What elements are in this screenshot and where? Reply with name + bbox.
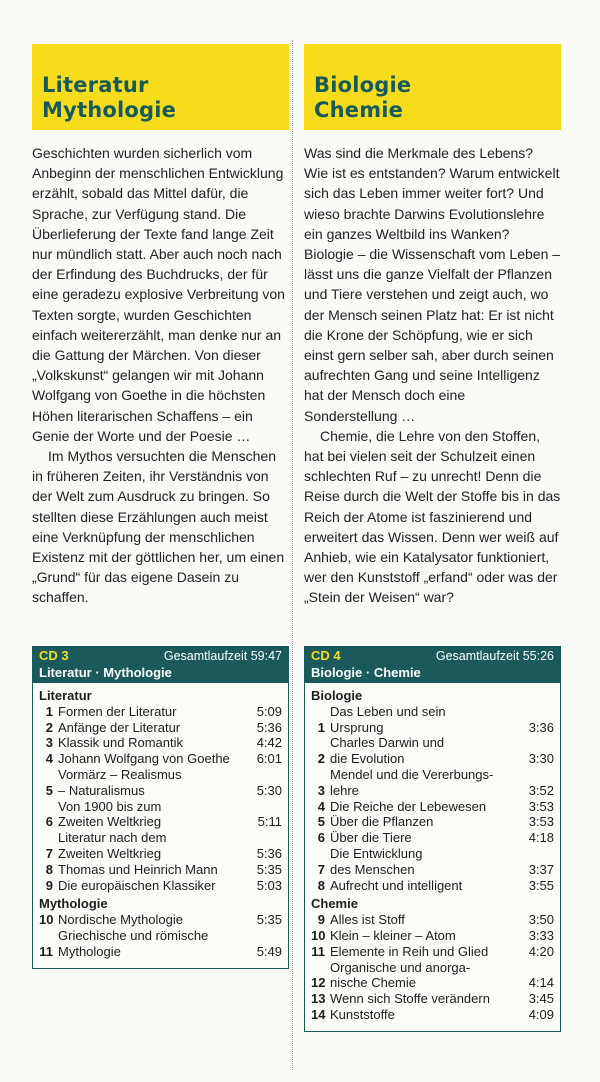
track-title <box>58 928 255 960</box>
paragraph: Geschichten wurden sicherlich vom Anbeginn der menschlichen Entwicklung erzählt, sobald das Mittel dafür, die Sprache, zur Verfügung stand. Die Überlieferung der Texte fand lange Zeit nur mündlich statt. Aber auch noch nach der Erfindung des Buchdrucks, der für eine geradezu explosive Verbreitung von Texten sorgte, wurden Geschichten einfach weitererzählt, man denke nur an die Gattung der Märchen. Von dieser „Volkskunst“ gelangen wir mit Johann Wolfgang von Goethe in die höchsten Höhen literarischen Schaffens – ein Genie der Worte und der Poesie … <box>32 145 285 444</box>
heading-line-1: Literatur <box>42 73 149 97</box>
track-title-line: Klassik und Romantik <box>58 735 183 751</box>
track-duration: 3:37 <box>528 861 554 877</box>
track-row <box>311 912 554 928</box>
track-duration: 3:53 <box>528 798 554 814</box>
track-row <box>311 928 554 944</box>
track-number: 4 <box>45 751 53 767</box>
track-duration: 5:35 <box>256 861 282 877</box>
track-number: 5 <box>45 782 53 798</box>
track-title <box>58 704 255 720</box>
column-divider <box>292 40 293 1070</box>
track-row <box>39 735 282 751</box>
track-title-line: Johann Wolfgang von Goethe <box>58 751 230 767</box>
track-row <box>311 991 554 1007</box>
section-heading: Mythologie <box>39 896 108 912</box>
track-duration: 5:11 <box>257 814 282 830</box>
track-duration: 4:18 <box>528 830 554 846</box>
track-title <box>330 1007 527 1023</box>
biologie-column <box>304 44 561 608</box>
track-title-line: Anfänge der Literatur <box>58 719 181 735</box>
track-row <box>311 830 554 846</box>
track-duration: 3:33 <box>528 927 554 943</box>
track-title-line: Alles ist Stoff <box>330 912 405 928</box>
cd4-header <box>305 647 560 683</box>
biologie-text <box>304 143 561 608</box>
track-title-line: Von 1900 bis zum <box>58 798 162 814</box>
track-duration: 6:01 <box>256 751 282 767</box>
track-row <box>311 878 554 894</box>
track-title-line: Zweiten Weltkrieg <box>58 845 162 861</box>
cd-number: CD 4 <box>311 648 341 663</box>
literatur-text <box>32 143 289 608</box>
track-number: 7 <box>45 845 53 861</box>
track-title-line: Wenn sich Stoffe verändern <box>330 991 490 1007</box>
track-row <box>311 767 554 799</box>
track-row <box>39 928 282 960</box>
track-title-line: Die Entwicklung <box>330 845 423 861</box>
paragraph: Im Mythos versuchten die Menschen in früheren Zeiten, ihr Verständnis von der Welt zum Ausdruck zu bringen. So stellten diese Erzählungen auch meist eine Verknüpfung der menschlichen Existenz mit der göttlichen her, um einen „Grund“ für das eigene Dasein zu schaffen. <box>32 448 285 606</box>
track-title-line: Charles Darwin und <box>330 735 445 751</box>
track-number: 10 <box>39 912 54 928</box>
track-title <box>330 830 527 846</box>
track-number: 9 <box>317 912 325 928</box>
track-duration: 4:20 <box>528 943 554 959</box>
track-title-line: Thomas und Heinrich Mann <box>58 861 218 877</box>
paragraph: Was sind die Merkmale des Lebens? Wie ist es entstanden? Warum entwickelt sich das Leben immer weiter fort? Und wieso brachte Darwins Evolutionslehre ein ganzes Weltbild ins Wanken? Biologie – die Wissenschaft vom Leben – lässt uns die ganze Vielfalt der Pflanzen und Tiere verstehen und zeigt auch, wo der Mensch seinen Platz hat: Er ist nicht die Krone der Schöpfung, wie er sich einst gern selber sah, aber durch seinen aufrechten Gang und seine Intelligenz hat der Mensch doch eine Sonderstellung … <box>304 145 561 424</box>
track-duration: 5:30 <box>256 782 282 798</box>
track-title-line: Mythologie <box>58 943 121 959</box>
track-title <box>330 735 527 767</box>
track-title-line: Mendel und die Vererbungs- <box>330 766 494 782</box>
total-runtime: Gesamtlaufzeit 55:26 <box>435 649 554 663</box>
track-number: 1 <box>45 703 53 719</box>
track-title <box>58 830 255 862</box>
track-number: 7 <box>317 861 325 877</box>
track-number: 1 <box>317 719 325 735</box>
track-title <box>330 814 527 830</box>
track-number: 5 <box>317 814 325 830</box>
track-title <box>330 704 527 736</box>
literatur-heading-box <box>32 44 289 130</box>
track-row <box>39 751 282 767</box>
track-duration: 5:03 <box>256 877 282 893</box>
track-duration: 5:36 <box>256 719 282 735</box>
track-title <box>330 991 527 1007</box>
track-duration: 5:36 <box>256 845 282 861</box>
track-title <box>58 878 255 894</box>
track-duration: 3:45 <box>528 991 554 1007</box>
cd3-tracklist <box>32 646 289 969</box>
track-title-line: Nordische Mythologie <box>58 912 184 928</box>
track-row <box>311 735 554 767</box>
track-title <box>58 862 255 878</box>
track-number: 2 <box>45 719 53 735</box>
track-title <box>330 799 527 815</box>
heading-line-2: Chemie <box>314 98 404 122</box>
track-duration: 3:50 <box>528 912 554 928</box>
cd3-header <box>33 647 288 683</box>
track-number: 12 <box>311 975 326 991</box>
track-row <box>39 767 282 799</box>
track-title <box>58 751 255 767</box>
cd-title: Biologie · Chemie <box>311 665 421 680</box>
section-heading: Literatur <box>39 688 92 703</box>
track-title-line: – Naturalismus <box>58 782 145 798</box>
track-title-line: Klein – kleiner – Atom <box>330 927 456 943</box>
track-number: 10 <box>311 927 326 943</box>
track-title <box>330 944 527 960</box>
track-title <box>330 912 527 928</box>
track-duration: 4:14 <box>528 975 554 991</box>
heading-line-2: Mythologie <box>42 98 177 122</box>
track-title-line: Elemente in Reih und Glied <box>330 943 489 959</box>
track-title-line: Griechische und römische <box>58 927 209 943</box>
track-title-line: Organische und anorga- <box>330 959 471 975</box>
track-row <box>39 878 282 894</box>
track-title-line: des Menschen <box>330 861 415 877</box>
track-number: 8 <box>317 877 325 893</box>
track-title <box>330 846 527 878</box>
track-title <box>330 767 527 799</box>
paragraph: Chemie, die Lehre von den Stoffen, hat bei vielen seit der Schulzeit einen schlechten Ruf – zu unrecht! Denn die Reise durch die Welt der Stoffe bis in das Reich der Atome ist faszinierend und erweitert das Wissen. Denn wer weiß auf Anhieb, wie ein Katalysator funktioniert, wer den Kunststoff „erfand“ oder was der „Stein der Weisen“ war? <box>304 427 561 606</box>
track-title-line: Über die Pflanzen <box>330 814 434 830</box>
track-title <box>58 735 255 751</box>
track-title-line: Über die Tiere <box>330 830 412 846</box>
track-title-line: Literatur nach dem <box>58 830 167 846</box>
track-title <box>58 720 255 736</box>
track-number: 11 <box>311 943 325 959</box>
track-duration: 5:49 <box>256 943 282 959</box>
track-title-line: Das Leben und sein <box>330 703 446 719</box>
track-number: 3 <box>317 782 325 798</box>
track-title-line: Ursprung <box>330 719 384 735</box>
cd-number: CD 3 <box>39 648 69 663</box>
cd4-tracklist <box>304 646 561 1032</box>
track-number: 2 <box>317 751 325 767</box>
biologie-heading-box <box>304 44 561 130</box>
track-number: 11 <box>39 943 53 959</box>
cd3-body <box>33 683 288 968</box>
track-title <box>58 799 256 831</box>
track-number: 14 <box>311 1006 326 1022</box>
total-runtime: Gesamtlaufzeit 59:47 <box>163 649 282 663</box>
track-title-line: Formen der Literatur <box>58 703 177 719</box>
track-row <box>39 799 282 831</box>
track-title-line: Aufrecht und intelligent <box>330 877 463 893</box>
track-row <box>311 1007 554 1023</box>
track-title <box>330 928 527 944</box>
heading-line-1: Biologie <box>314 73 412 97</box>
track-title-line: nische Chemie <box>330 975 416 991</box>
track-number: 9 <box>45 877 53 893</box>
track-duration: 3:36 <box>528 719 554 735</box>
track-duration: 5:09 <box>256 703 282 719</box>
track-number: 3 <box>45 735 53 751</box>
track-number: 6 <box>45 814 53 830</box>
track-row <box>311 814 554 830</box>
track-title-line: Zweiten Weltkrieg <box>58 814 162 830</box>
track-duration: 3:55 <box>528 877 554 893</box>
track-duration: 5:35 <box>256 912 282 928</box>
literatur-column <box>32 44 289 608</box>
track-row <box>39 720 282 736</box>
track-row <box>311 799 554 815</box>
track-row <box>311 704 554 736</box>
track-number: 13 <box>311 991 326 1007</box>
track-row <box>311 960 554 992</box>
cd-title: Literatur · Mythologie <box>39 665 172 680</box>
track-title-line: Die Reiche der Lebewesen <box>330 798 487 814</box>
track-title-line: Vormärz – Realismus <box>58 766 182 782</box>
track-title <box>330 960 527 992</box>
track-duration: 3:52 <box>528 782 554 798</box>
track-duration: 3:53 <box>528 814 554 830</box>
track-number: 8 <box>45 861 53 877</box>
track-row <box>311 846 554 878</box>
track-row <box>311 944 554 960</box>
track-row <box>39 704 282 720</box>
track-row <box>39 912 282 928</box>
track-duration: 4:42 <box>256 735 282 751</box>
track-title <box>58 767 255 799</box>
track-title-line: Kunststoffe <box>330 1006 395 1022</box>
track-title-line: Die europäischen Klassiker <box>58 877 216 893</box>
track-number: 6 <box>317 830 325 846</box>
track-title-line: die Evolution <box>330 751 405 767</box>
section-heading: Chemie <box>311 896 358 912</box>
track-duration: 3:30 <box>528 751 554 767</box>
track-row <box>39 862 282 878</box>
cd4-body <box>305 683 560 1031</box>
track-title <box>330 878 527 894</box>
track-number: 4 <box>317 798 325 814</box>
track-duration: 4:09 <box>528 1006 554 1022</box>
track-title-line: lehre <box>330 782 359 798</box>
track-title <box>58 912 255 928</box>
section-heading: Biologie <box>311 688 363 703</box>
track-row <box>39 830 282 862</box>
